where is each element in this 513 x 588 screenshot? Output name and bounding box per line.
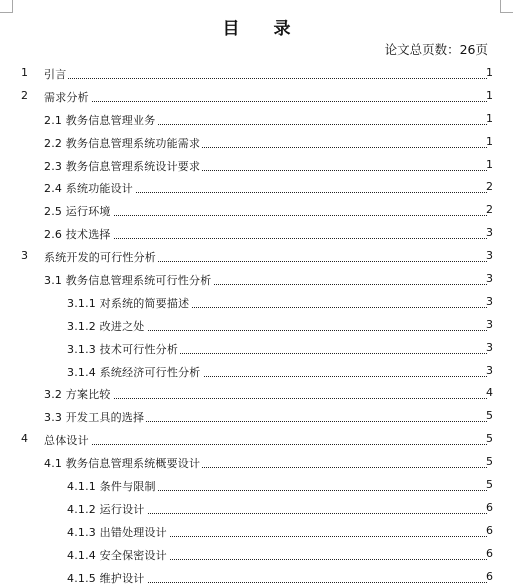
toc-entry-title: 2.5 运行环境: [44, 205, 111, 219]
toc-entry[interactable]: [0, 405, 513, 428]
toc-entry[interactable]: [0, 497, 513, 520]
toc-entry-title: 3.1.4 系统经济可行性分析: [67, 365, 201, 379]
toc-entry-title: 3.1.2 改进之处: [67, 319, 145, 333]
toc-entry-number: 2: [21, 88, 28, 102]
toc-entry[interactable]: [0, 451, 513, 474]
toc-entry-page-number: 5: [486, 478, 493, 492]
toc-entry-page-number: 3: [486, 363, 493, 377]
toc-entry-title: 2.4 系统功能设计: [44, 182, 133, 196]
toc-entry-page-number: 1: [486, 134, 493, 148]
toc-entry-page-number: 5: [486, 432, 493, 446]
page-title: 目 录: [222, 19, 305, 39]
toc-entry-title: 需求分析: [44, 90, 89, 104]
toc-entry-page-number: 6: [486, 569, 493, 583]
toc-entry-number: 1: [21, 66, 28, 79]
toc-entry-title: 4.1 教务信息管理系统概要设计: [44, 457, 201, 471]
toc-entry[interactable]: [0, 382, 513, 405]
toc-entry[interactable]: [0, 222, 513, 245]
toc-entry-title: 系统开发的可行性分析: [44, 251, 156, 265]
page-corner-mark-top-right: [500, 0, 513, 13]
dot-leader: [44, 101, 487, 102]
total-page-count: 论文总页数：26页: [384, 42, 488, 57]
toc-entry-page-number: 6: [486, 523, 493, 537]
toc-entry-page-number: 1: [486, 111, 493, 125]
toc-entry[interactable]: [0, 154, 513, 177]
toc-entry-title: 总体设计: [44, 434, 89, 448]
toc-entry-page-number: 1: [486, 88, 493, 102]
toc-entry-title: 2.2 教务信息管理系统功能需求: [44, 136, 201, 150]
toc-entry-title: 4.1.1 条件与限制: [67, 480, 156, 494]
toc-entry[interactable]: [0, 108, 513, 131]
toc-entry-title: 3.3 开发工具的选择: [44, 411, 145, 425]
toc-entry-title: 3.1 教务信息管理系统可行性分析: [44, 274, 212, 288]
toc-entry-page-number: 1: [486, 66, 493, 79]
toc-entry-page-number: 4: [486, 386, 493, 400]
toc-entry-page-number: 2: [486, 180, 493, 194]
toc-entry-page-number: 5: [486, 455, 493, 469]
toc-entry-title: 2.6 技术选择: [44, 228, 111, 242]
toc-entry-title: 4.1.2 运行设计: [67, 502, 145, 516]
toc-entry-title: 3.2 方案比较: [44, 388, 111, 402]
toc-entry[interactable]: [0, 176, 513, 199]
toc-entry-title: 2.1 教务信息管理业务: [44, 113, 156, 127]
toc-entry[interactable]: [0, 474, 513, 497]
dot-leader: [44, 444, 487, 445]
toc-entry-page-number: 5: [486, 409, 493, 423]
toc-entry-title: 4.1.4 安全保密设计: [67, 548, 167, 562]
toc-entry-title: 3.1.3 技术可行性分析: [67, 342, 179, 356]
toc-entry[interactable]: [0, 62, 513, 85]
toc-entry-page-number: 3: [486, 226, 493, 240]
toc-entry[interactable]: [0, 428, 513, 451]
toc-entry-title: 2.3 教务信息管理系统设计要求: [44, 159, 201, 173]
toc-entry[interactable]: [0, 543, 513, 566]
toc-entry-page-number: 1: [486, 157, 493, 171]
toc-entry-title: 引言: [44, 68, 67, 81]
toc-entry[interactable]: [0, 520, 513, 543]
toc-entry[interactable]: [0, 245, 513, 268]
toc-entry[interactable]: [0, 199, 513, 222]
toc-entry-number: 4: [21, 432, 28, 446]
toc-entry[interactable]: [0, 314, 513, 337]
page-corner-mark-top-left: [0, 0, 13, 13]
toc-entry[interactable]: [0, 85, 513, 108]
toc-entry[interactable]: [0, 131, 513, 154]
toc-entry[interactable]: [0, 291, 513, 314]
toc-entry-title: 4.1.5 维护设计: [67, 571, 145, 585]
toc-entry-page-number: 6: [486, 500, 493, 514]
table-of-contents: [0, 62, 513, 588]
toc-entry-page-number: 3: [486, 249, 493, 263]
dot-leader: [44, 78, 487, 79]
toc-entry-title: 3.1.1 对系统的简要描述: [67, 296, 190, 310]
toc-entry-page-number: 2: [486, 203, 493, 217]
toc-entry[interactable]: [0, 337, 513, 360]
toc-entry-page-number: 3: [486, 272, 493, 286]
toc-entry-page-number: 6: [486, 546, 493, 560]
toc-entry-title: 4.1.3 出错处理设计: [67, 525, 167, 539]
toc-entry-page-number: 3: [486, 294, 493, 308]
toc-entry[interactable]: [0, 566, 513, 588]
toc-entry-page-number: 3: [486, 340, 493, 354]
toc-entry-number: 3: [21, 249, 28, 263]
toc-entry[interactable]: [0, 268, 513, 291]
toc-entry-page-number: 3: [486, 317, 493, 331]
toc-entry[interactable]: [0, 360, 513, 383]
